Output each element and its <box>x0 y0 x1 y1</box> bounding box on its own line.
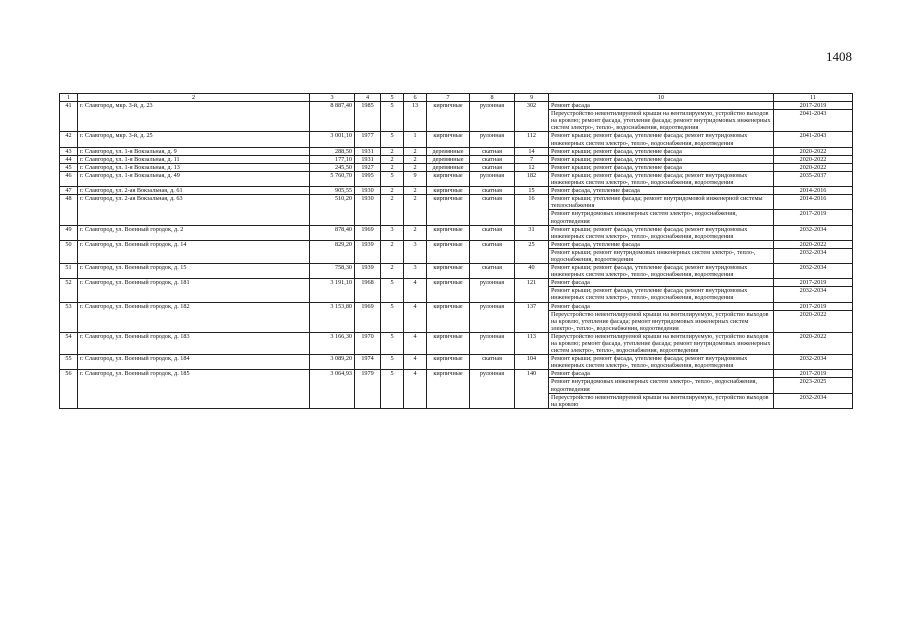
apartments-cell: 140 <box>515 370 549 408</box>
work-period-cell: 2035-2037 <box>774 171 853 186</box>
row-number-cell: 42 <box>60 132 78 147</box>
area-cell: 3 064,93 <box>310 370 355 408</box>
column-header: 7 <box>427 94 470 102</box>
work-period-cell: 2032-2034 <box>774 264 853 279</box>
entrances-cell: 2 <box>404 187 427 195</box>
row-number-cell: 50 <box>60 240 78 263</box>
floors-cell: 2 <box>381 147 404 155</box>
work-description-cell: Переустройство невентилируемой крыши на вентилируемую, устройство выходов на кровлю; ремонт фасада, утепление фасада; ремонт внутридомовых инженерных систем электро-, тепло-, водоснабжения, водоотведения <box>549 110 774 132</box>
work-period-cell: 2023-2025 <box>774 378 853 393</box>
work-description-cell: Ремонт фасада, утепление фасада <box>549 240 774 248</box>
area-cell: 878,40 <box>310 225 355 240</box>
table-row <box>60 163 853 171</box>
work-period-cell: 2032-2034 <box>774 248 853 263</box>
work-period-cell: 2014-2016 <box>774 195 853 210</box>
row-number-cell: 41 <box>60 102 78 132</box>
address-cell: г. Славгород, ул. Военный городок, д. 181 <box>78 279 310 302</box>
row-number-cell: 44 <box>60 155 78 163</box>
floors-cell: 2 <box>381 264 404 279</box>
address-cell: г. Славгород, мкр. 3-й, д. 23 <box>78 102 310 132</box>
walls-cell: кирпичные <box>427 370 470 408</box>
column-header: 8 <box>470 94 515 102</box>
floors-cell: 5 <box>381 370 404 408</box>
table-row <box>60 355 853 370</box>
walls-cell: кирпичные <box>427 240 470 263</box>
housing-registry-table <box>59 93 853 409</box>
work-period-cell: 2020-2022 <box>774 147 853 155</box>
walls-cell: кирпичные <box>427 279 470 302</box>
area-cell: 758,30 <box>310 264 355 279</box>
column-header: 3 <box>310 94 355 102</box>
work-period-cell: 2041-2043 <box>774 132 853 147</box>
roof-cell: скатная <box>470 264 515 279</box>
walls-cell: деревянные <box>427 155 470 163</box>
area-cell: 3 191,10 <box>310 279 355 302</box>
column-number-row <box>60 94 853 102</box>
area-cell: 829,20 <box>310 240 355 263</box>
work-description-cell: Ремонт крыши; ремонт фасада, утепление фасада; ремонт внутридомовых инженерных систем электро-, тепло-, водоснабжения, водоотведения <box>549 171 774 186</box>
row-number-cell: 51 <box>60 264 78 279</box>
walls-cell: деревянные <box>427 147 470 155</box>
work-description-cell: Переустройство невентилируемой крыши на вентилируемую, устройство выходов на кровлю <box>549 393 774 408</box>
walls-cell: кирпичные <box>427 355 470 370</box>
walls-cell: кирпичные <box>427 102 470 132</box>
apartments-cell: 302 <box>515 102 549 132</box>
work-description-cell: Переустройство невентилируемой крыши на вентилируемую, устройство выходов на кровлю, утепление фасада; ремонт внутридомовых инженерных систем электро-, тепло-, водоснабжения, водоотведения <box>549 310 774 332</box>
area-cell: 3 089,20 <box>310 355 355 370</box>
work-description-cell: Ремонт крыши; ремонт фасада, утепление фасада <box>549 147 774 155</box>
roof-cell: скатная <box>470 163 515 171</box>
apartments-cell: 16 <box>515 195 549 225</box>
entrances-cell: 3 <box>404 240 427 263</box>
work-description-cell: Ремонт крыши; ремонт фасада, утепление фасада; ремонт внутридомовых инженерных систем электро-, тепло-, водоснабжения, водоотведения <box>549 132 774 147</box>
area-cell: 245,50 <box>310 163 355 171</box>
address-cell: г. Славгород, ул. 1-я Вокзальная, д. 11 <box>78 155 310 163</box>
work-description-cell: Ремонт крыши; ремонт внутридомовых инженерных систем электро-, тепло-, водоснабжения, водоотведения <box>549 248 774 263</box>
apartments-cell: 31 <box>515 225 549 240</box>
roof-cell: рулонная <box>470 370 515 408</box>
row-number-cell: 52 <box>60 279 78 302</box>
year-cell: 1974 <box>355 355 381 370</box>
walls-cell: кирпичные <box>427 225 470 240</box>
work-period-cell: 2014-2016 <box>774 187 853 195</box>
table-row <box>60 195 853 210</box>
page-number: 1408 <box>826 49 852 64</box>
entrances-cell: 2 <box>404 163 427 171</box>
table-row <box>60 264 853 279</box>
walls-cell: кирпичные <box>427 171 470 186</box>
address-cell: г. Славгород, ул. Военный городок, д. 185 <box>78 370 310 408</box>
table-row <box>60 155 853 163</box>
column-header: 2 <box>78 94 310 102</box>
address-cell: г. Славгород, мкр. 3-й, д. 25 <box>78 132 310 147</box>
apartments-cell: 121 <box>515 279 549 302</box>
address-cell: г. Славгород, ул. Военный городок, д. 182 <box>78 302 310 332</box>
work-period-cell: 2017-2019 <box>774 210 853 225</box>
apartments-cell: 104 <box>515 355 549 370</box>
work-period-cell: 2041-2043 <box>774 110 853 132</box>
address-cell: г. Славгород, ул. Военный городок, д. 14 <box>78 240 310 263</box>
entrances-cell: 1 <box>404 132 427 147</box>
apartments-cell: 25 <box>515 240 549 263</box>
year-cell: 1939 <box>355 264 381 279</box>
row-number-cell: 54 <box>60 332 78 354</box>
area-cell: 3 166,30 <box>310 332 355 354</box>
year-cell: 1939 <box>355 240 381 263</box>
column-header: 1 <box>60 94 78 102</box>
roof-cell: рулонная <box>470 279 515 302</box>
row-number-cell: 55 <box>60 355 78 370</box>
row-number-cell: 48 <box>60 195 78 225</box>
apartments-cell: 12 <box>515 163 549 171</box>
table-row <box>60 171 853 186</box>
roof-cell: скатная <box>470 355 515 370</box>
roof-cell: скатная <box>470 147 515 155</box>
floors-cell: 2 <box>381 163 404 171</box>
walls-cell: кирпичные <box>427 332 470 354</box>
year-cell: 1927 <box>355 163 381 171</box>
table-row <box>60 147 853 155</box>
table-row <box>60 370 853 378</box>
work-period-cell: 2032-2034 <box>774 287 853 302</box>
walls-cell: кирпичные <box>427 187 470 195</box>
address-cell: г. Славгород, ул. 1-я Вокзальная, д. 13 <box>78 163 310 171</box>
floors-cell: 5 <box>381 132 404 147</box>
roof-cell: скатная <box>470 240 515 263</box>
work-period-cell: 2032-2034 <box>774 393 853 408</box>
work-description-cell: Ремонт крыши; ремонт фасада, утепление фасада; ремонт внутридомовых инженерных систем электро-, тепло-, водоснабжения, водоотведения <box>549 287 774 302</box>
roof-cell: рулонная <box>470 171 515 186</box>
area-cell: 510,20 <box>310 195 355 225</box>
table-row <box>60 279 853 287</box>
address-cell: г. Славгород, ул. Военный городок, д. 184 <box>78 355 310 370</box>
walls-cell: деревянные <box>427 163 470 171</box>
walls-cell: кирпичные <box>427 132 470 147</box>
work-description-cell: Ремонт внутридомовых инженерных систем электро-, водоснабжения, водоотведения <box>549 210 774 225</box>
entrances-cell: 2 <box>404 147 427 155</box>
work-period-cell: 2020-2022 <box>774 310 853 332</box>
row-number-cell: 49 <box>60 225 78 240</box>
work-period-cell: 2017-2019 <box>774 102 853 110</box>
year-cell: 1979 <box>355 370 381 408</box>
work-description-cell: Ремонт крыши; утепление фасада; ремонт внутридомовой инженерной системы теплоснабжения <box>549 195 774 210</box>
work-period-cell: 2017-2019 <box>774 302 853 310</box>
entrances-cell: 2 <box>404 155 427 163</box>
work-period-cell: 2017-2019 <box>774 279 853 287</box>
row-number-cell: 56 <box>60 370 78 408</box>
year-cell: 1995 <box>355 171 381 186</box>
year-cell: 1985 <box>355 102 381 132</box>
apartments-cell: 40 <box>515 264 549 279</box>
year-cell: 1970 <box>355 332 381 354</box>
work-description-cell: Ремонт крыши; ремонт фасада, утепление фасада <box>549 155 774 163</box>
row-number-cell: 53 <box>60 302 78 332</box>
entrances-cell: 4 <box>404 279 427 302</box>
work-description-cell: Ремонт фасада, утепление фасада <box>549 187 774 195</box>
entrances-cell: 3 <box>404 264 427 279</box>
roof-cell: скатная <box>470 155 515 163</box>
area-cell: 288,50 <box>310 147 355 155</box>
year-cell: 1930 <box>355 195 381 225</box>
column-header: 10 <box>549 94 774 102</box>
year-cell: 1969 <box>355 302 381 332</box>
table-row <box>60 225 853 240</box>
roof-cell: скатная <box>470 225 515 240</box>
row-number-cell: 46 <box>60 171 78 186</box>
area-cell: 8 887,40 <box>310 102 355 132</box>
work-period-cell: 2020-2022 <box>774 163 853 171</box>
work-period-cell: 2017-2019 <box>774 370 853 378</box>
entrances-cell: 9 <box>404 171 427 186</box>
work-description-cell: Ремонт крыши; ремонт фасада, утепление фасада; ремонт внутридомовых инженерных систем электро-, тепло-, водоснабжения, водоотведения <box>549 225 774 240</box>
roof-cell: скатная <box>470 187 515 195</box>
year-cell: 1931 <box>355 155 381 163</box>
work-description-cell: Ремонт фасада <box>549 302 774 310</box>
address-cell: г. Славгород, ул. 1-я Вокзальная, д. 49 <box>78 171 310 186</box>
floors-cell: 3 <box>381 225 404 240</box>
address-cell: г. Славгород, ул. Военный городок, д. 15 <box>78 264 310 279</box>
area-cell: 3 001,10 <box>310 132 355 147</box>
entrances-cell: 4 <box>404 370 427 408</box>
walls-cell: кирпичные <box>427 195 470 225</box>
area-cell: 5 760,70 <box>310 171 355 186</box>
column-header: 11 <box>774 94 853 102</box>
roof-cell: рулонная <box>470 132 515 147</box>
work-period-cell: 2020-2022 <box>774 155 853 163</box>
floors-cell: 2 <box>381 187 404 195</box>
work-description-cell: Ремонт фасада <box>549 102 774 110</box>
column-header: 5 <box>381 94 404 102</box>
floors-cell: 5 <box>381 102 404 132</box>
work-description-cell: Ремонт крыши; ремонт фасада, утепление фасада; ремонт внутридомовых инженерных систем электро-, тепло-, водоснабжения, водоотведения <box>549 355 774 370</box>
address-cell: г. Славгород, ул. Военный городок, д. 183 <box>78 332 310 354</box>
area-cell: 3 153,80 <box>310 302 355 332</box>
floors-cell: 5 <box>381 355 404 370</box>
address-cell: г. Славгород, ул. 1-я Вокзальная, д. 9 <box>78 147 310 155</box>
year-cell: 1931 <box>355 147 381 155</box>
year-cell: 1969 <box>355 225 381 240</box>
table-row <box>60 187 853 195</box>
floors-cell: 2 <box>381 195 404 225</box>
work-description-cell: Ремонт фасада <box>549 279 774 287</box>
entrances-cell: 4 <box>404 332 427 354</box>
work-description-cell: Ремонт крыши; ремонт фасада, утепление фасада <box>549 163 774 171</box>
address-cell: г. Славгород, ул. 2-ая Вокзальная, д. 61 <box>78 187 310 195</box>
apartments-cell: 137 <box>515 302 549 332</box>
work-description-cell: Переустройство невентилируемой крыши на вентилируемую, устройство выходов на кровлю; ремонт фасада, утепление фасада; ремонт внутридомовых инженерных систем электро-, тепло-, водоснабжения, водоотведения <box>549 332 774 354</box>
work-period-cell: 2032-2034 <box>774 225 853 240</box>
roof-cell: рулонная <box>470 332 515 354</box>
entrances-cell: 4 <box>404 302 427 332</box>
column-header: 4 <box>355 94 381 102</box>
entrances-cell: 2 <box>404 225 427 240</box>
floors-cell: 5 <box>381 279 404 302</box>
registry-body <box>60 102 853 409</box>
roof-cell: скатная <box>470 195 515 225</box>
floors-cell: 2 <box>381 240 404 263</box>
apartments-cell: 14 <box>515 147 549 155</box>
floors-cell: 2 <box>381 155 404 163</box>
column-header: 6 <box>404 94 427 102</box>
apartments-cell: 15 <box>515 187 549 195</box>
apartments-cell: 7 <box>515 155 549 163</box>
work-description-cell: Ремонт крыши; ремонт фасада, утепление фасада; ремонт внутридомовых инженерных систем электро-, тепло-, водоснабжения, водоотведения <box>549 264 774 279</box>
year-cell: 1930 <box>355 187 381 195</box>
year-cell: 1977 <box>355 132 381 147</box>
apartments-cell: 182 <box>515 171 549 186</box>
table-row <box>60 102 853 110</box>
area-cell: 177,10 <box>310 155 355 163</box>
row-number-cell: 45 <box>60 163 78 171</box>
floors-cell: 5 <box>381 302 404 332</box>
year-cell: 1968 <box>355 279 381 302</box>
work-period-cell: 2020-2022 <box>774 332 853 354</box>
row-number-cell: 43 <box>60 147 78 155</box>
floors-cell: 5 <box>381 171 404 186</box>
floors-cell: 5 <box>381 332 404 354</box>
apartments-cell: 113 <box>515 332 549 354</box>
work-description-cell: Ремонт внутридомовых инженерных систем электро-, тепло-, водоснабжения, водоотведения <box>549 378 774 393</box>
table-row <box>60 332 853 354</box>
entrances-cell: 4 <box>404 355 427 370</box>
roof-cell: рулонная <box>470 102 515 132</box>
row-number-cell: 47 <box>60 187 78 195</box>
work-description-cell: Ремонт фасада <box>549 370 774 378</box>
address-cell: г. Славгород, ул. 2-ая Вокзальная, д. 63 <box>78 195 310 225</box>
walls-cell: кирпичные <box>427 302 470 332</box>
area-cell: 905,55 <box>310 187 355 195</box>
apartments-cell: 112 <box>515 132 549 147</box>
table-row <box>60 302 853 310</box>
work-period-cell: 2032-2034 <box>774 355 853 370</box>
entrances-cell: 13 <box>404 102 427 132</box>
address-cell: г. Славгород, ул. Военный городок, д. 2 <box>78 225 310 240</box>
entrances-cell: 2 <box>404 195 427 225</box>
table-row <box>60 132 853 147</box>
walls-cell: кирпичные <box>427 264 470 279</box>
work-period-cell: 2020-2022 <box>774 240 853 248</box>
roof-cell: рулонная <box>470 302 515 332</box>
table-row <box>60 240 853 248</box>
column-header: 9 <box>515 94 549 102</box>
